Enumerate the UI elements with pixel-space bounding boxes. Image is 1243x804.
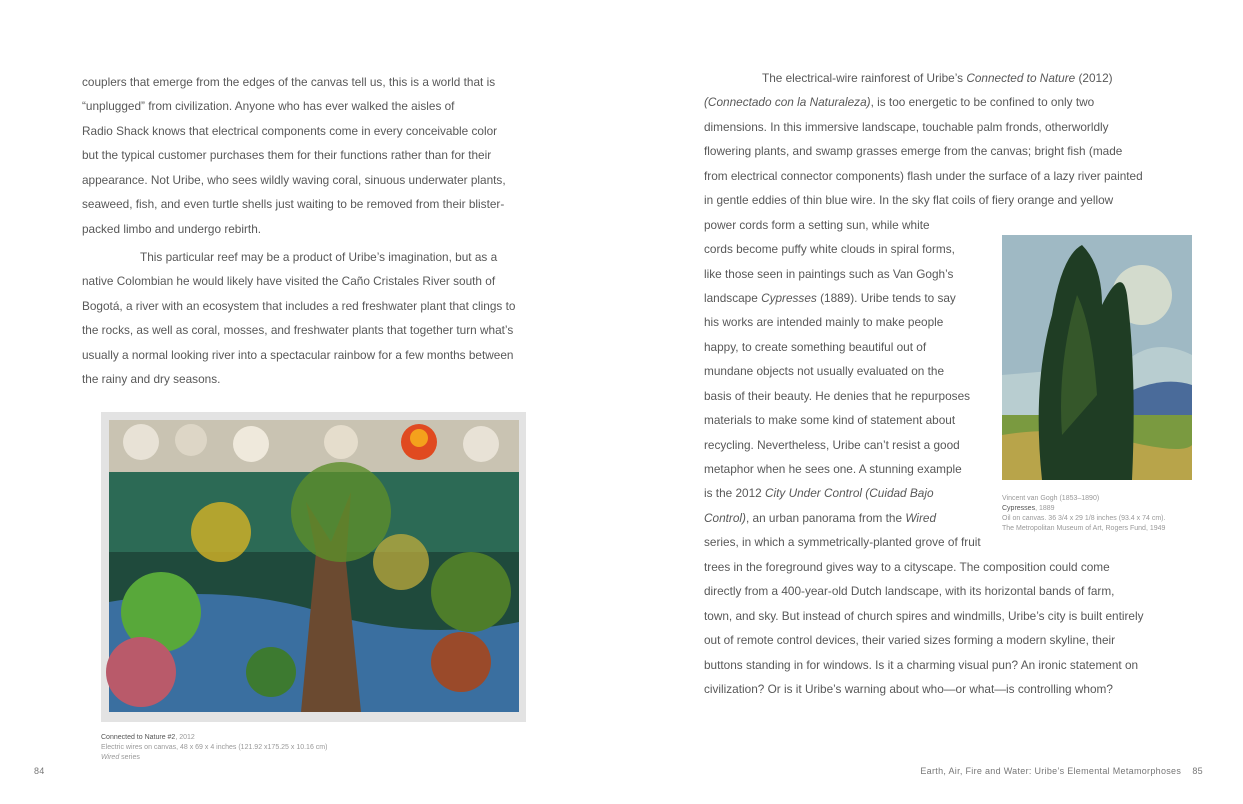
text-segment: the rocks, as well as coral, mosses, and freshwater plants that together turn what’s (82, 323, 514, 338)
text-segment: like those seen in paintings such as Van Gogh’s (704, 266, 954, 281)
text-segment: appearance. Not Uribe, who sees wildly waving coral, sinuous underwater plants, (82, 172, 506, 187)
text-line (82, 294, 515, 318)
text-segment: directly from a 400-year-old Dutch landscape, with its horizontal bands of farm, (704, 584, 1115, 599)
italic-title-text: Cypresses (761, 290, 817, 305)
text-segment: town, and sky. But instead of church spires and windmills, Uribe’s city is built entirely (704, 608, 1144, 623)
caption-series-rest: series (119, 754, 140, 761)
text-line (82, 217, 506, 241)
text-segment: materials to make some kind of statement about (704, 413, 956, 428)
italic-title-text: City Under Control (Cuidad Bajo (765, 486, 934, 501)
text-segment: mundane objects not usually evaluated on the (704, 364, 945, 379)
running-title: Earth, Air, Fire and Water: Uribe’s Elemental Metamorphoses (920, 766, 1182, 776)
text-line (704, 188, 1144, 212)
text-line (82, 343, 515, 367)
text-line (704, 164, 1144, 188)
text-segment: , is too energetic to be confined to only two (870, 95, 1095, 110)
text-line (704, 66, 1144, 90)
text-segment: series, in which a symmetrically-planted grove of fruit (704, 535, 981, 550)
text-line (82, 119, 506, 143)
text-segment: seaweed, fish, and even turtle shells just waiting to be removed from their blister- (82, 197, 505, 212)
text-line (82, 94, 506, 118)
text-segment: (2012) (1075, 71, 1113, 85)
text-segment: (1889). Uribe tends to say (816, 290, 956, 305)
cypresses-painting-image (1002, 235, 1192, 480)
left-paragraph-1 (82, 70, 506, 241)
italic-title-text: Control) (704, 510, 746, 525)
text-line (82, 269, 515, 293)
caption-medium: Oil on canvas. 36 3/4 x 29 1/8 inches (93.4 x 74 cm). (1002, 515, 1166, 522)
text-line (82, 245, 515, 269)
caption-title: Connected to Nature #2 (101, 734, 176, 741)
caption-medium: Electric wires on canvas, 48 x 69 x 4 inches (121.92 x175.25 x 10.16 cm) (101, 744, 328, 751)
text-line (82, 143, 506, 167)
italic-title-text: Wired (905, 510, 937, 525)
text-line (82, 70, 506, 94)
left-paragraph-2 (82, 245, 515, 392)
text-segment: couplers that emerge from the edges of the canvas tell us, this is a world that is (82, 75, 496, 89)
text-segment: but the typical customer purchases them for their functions rather than for their (82, 148, 492, 163)
page-number-right: 85 (1192, 766, 1203, 776)
text-segment: metaphor when he sees one. A stunning example (704, 462, 962, 476)
text-segment: native Colombian he would likely have visited the Caño Cristales River south of (82, 274, 496, 289)
caption-title: Cypresses (1002, 505, 1036, 512)
text-segment: is the 2012 (704, 486, 765, 501)
text-segment: dimensions. In this immersive landscape, touchable palm fronds, otherworldly (704, 119, 1109, 134)
caption-year: , 1889 (1035, 505, 1055, 512)
text-segment: flowering plants, and swamp grasses emerge from the canvas; bright fish (made (704, 144, 1123, 159)
text-segment: happy, to create something beautiful out of (704, 339, 927, 354)
text-segment: recycling. Nevertheless, Uribe can’t resist a good (704, 437, 960, 452)
text-segment: “unplugged” from civilization. Anyone who has ever walked the aisles of (82, 99, 455, 114)
text-segment: basis of their beauty. He denies that he repurposes (704, 388, 971, 403)
caption-year: , 2012 (175, 734, 195, 741)
text-line (82, 318, 515, 342)
text-segment: out of remote control devices, their varied sizes forming a modern skyline, their (704, 633, 1116, 648)
text-line (704, 213, 1144, 237)
connected-to-nature-artwork-image (101, 412, 526, 722)
text-line (82, 367, 515, 391)
text-segment: from electrical connector components) flash under the surface of a lazy river painted (704, 168, 1143, 183)
caption-credit: The Metropolitan Museum of Art, Rogers Fund, 1949 (1002, 525, 1166, 532)
italic-title-text: (Connectado con la Naturaleza) (704, 95, 871, 110)
text-segment: usually a normal looking river into a spectacular rainbow for a few months between (82, 347, 514, 362)
text-segment: civilization? Or is it Uribe’s warning about who—or what—is controlling whom? (704, 681, 1113, 696)
text-line (704, 677, 1144, 701)
text-segment: buttons standing in for windows. Is it a charming visual pun? An ironic statement on (704, 657, 1139, 672)
text-segment: trees in the foreground gives way to a cityscape. The composition could come (704, 559, 1110, 574)
text-line (82, 168, 506, 192)
text-line (704, 653, 1144, 677)
text-segment: cords become puffy white clouds in spiral forms, (704, 242, 955, 257)
text-line (704, 628, 1144, 652)
text-line (704, 139, 1144, 163)
text-line (704, 555, 1144, 579)
italic-title-text: Connected to Nature (966, 71, 1076, 85)
text-segment: Bogotá, a river with an ecosystem that includes a red freshwater plant that clings to (82, 298, 516, 313)
text-segment: packed limbo and undergo rebirth. (82, 221, 262, 236)
caption-series: Wired (101, 754, 120, 761)
text-segment: , an urban panorama from the (745, 510, 906, 525)
right-image-caption (1002, 494, 1165, 534)
page-number-left: 84 (34, 766, 45, 776)
text-line (704, 90, 1144, 114)
caption-artist: Vincent van Gogh (1853–1890) (1002, 495, 1100, 502)
text-segment: the rainy and dry seasons. (82, 372, 221, 387)
left-image-caption (101, 733, 327, 763)
text-line (704, 115, 1144, 139)
text-line (704, 579, 1144, 603)
text-segment: This particular reef may be a product of Uribe’s imagination, but as a (140, 250, 498, 264)
text-line (82, 192, 506, 216)
text-segment: landscape (704, 290, 762, 305)
text-segment: his works are intended mainly to make people (704, 315, 944, 330)
running-footer (920, 766, 1203, 776)
text-segment: The electrical-wire rainforest of Uribe’s (762, 71, 967, 85)
text-line (704, 604, 1144, 628)
text-segment: Radio Shack knows that electrical components come in every conceivable color (82, 123, 498, 138)
text-segment: in gentle eddies of thin blue wire. In the sky flat coils of fiery orange and yellow (704, 193, 1114, 208)
text-segment: power cords form a setting sun, while white (704, 217, 930, 232)
